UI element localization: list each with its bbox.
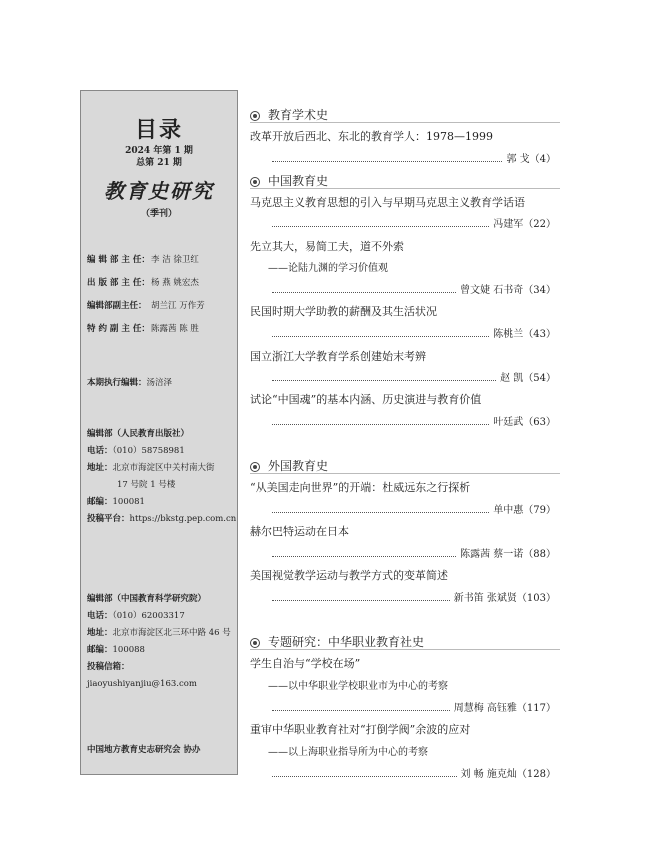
- article-title[interactable]: 重审中华职业教育社对“打倒学阀”余波的应对: [250, 723, 471, 736]
- section-title: 专题研究：中华职业教育社史: [268, 635, 425, 649]
- leader-dots: [272, 292, 456, 293]
- staff-label: 编 辑 部 主 任：: [87, 255, 150, 265]
- section-divider: [250, 473, 560, 474]
- article-author-line: [272, 325, 556, 340]
- article-subtitle: ——以上海职业指导所为中心的考察: [268, 747, 428, 758]
- address-line1: 北京市海淀区中关村南大街: [112, 463, 215, 473]
- section-divider: [250, 122, 560, 123]
- staff-row: [87, 299, 205, 311]
- article-author-line: [272, 215, 556, 230]
- section-title: 中国教育史: [268, 174, 329, 188]
- leader-dots: [272, 336, 489, 337]
- office-block-nies: [87, 591, 237, 693]
- article-title[interactable]: 马克思主义教育思想的引入与早期马克思主义教育学话语: [250, 196, 525, 209]
- section-title: 教育学术史: [268, 108, 329, 122]
- staff-names: 陈露茜 陈 胜: [151, 324, 199, 334]
- exec-editor-name: 汤涪泽: [146, 378, 173, 388]
- submit-label: 投稿平台：: [87, 514, 130, 524]
- leader-dots: [272, 556, 456, 557]
- address-label: 地址：: [87, 628, 113, 638]
- section-title: 外国教育史: [268, 459, 329, 473]
- journal-name: 教育史研究: [104, 179, 214, 203]
- section-bullet-icon: [250, 111, 260, 121]
- phone-label: 电话：: [87, 446, 113, 456]
- office-name: 编辑部（人民教育出版社）: [87, 429, 190, 439]
- staff-names: 胡兰江 万作芳: [151, 301, 205, 311]
- address-label: 地址：: [87, 463, 113, 473]
- section-divider: [250, 188, 560, 189]
- phone-label: 电话：: [87, 611, 113, 621]
- article-title[interactable]: 国立浙江大学教育学系创建始末考辨: [250, 350, 426, 363]
- section-heading: [250, 457, 328, 474]
- article-author: 单中惠（79）: [493, 505, 556, 516]
- staff-row: [87, 276, 199, 288]
- staff-row: [87, 322, 199, 334]
- zip-value: 100081: [112, 497, 145, 507]
- leader-dots: [272, 776, 457, 777]
- section-bullet-icon: [250, 462, 260, 472]
- office-name: 编辑部（中国教育科学研究院）: [87, 594, 207, 604]
- article-subtitle: ——以中华职业学校职业市为中心的考察: [268, 681, 448, 692]
- section-heading: [250, 106, 328, 123]
- article-author-line: [272, 699, 556, 714]
- article-author: 赵 凯（54）: [500, 373, 556, 384]
- article-author: 新书笛 张斌贤（103）: [453, 593, 556, 604]
- section-heading: [250, 172, 328, 189]
- staff-names: 杨 燕 姚宏杰: [151, 278, 199, 288]
- article-author-line: [272, 589, 556, 604]
- article-author: 周慧梅 高钰雅（117）: [453, 703, 556, 714]
- office-block-pep: [87, 426, 237, 528]
- staff-label: 特 约 副 主 任：: [87, 324, 150, 334]
- phone-value: （010）58758981: [112, 446, 185, 456]
- address-line2: 17 号院 1 号楼: [117, 480, 176, 490]
- staff-label: 编辑部副主任：: [87, 301, 147, 311]
- section-divider: [250, 649, 560, 650]
- submit-email[interactable]: jiaoyushiyanjiu@163.com: [87, 679, 197, 689]
- leader-dots: [272, 710, 450, 711]
- article-title[interactable]: 民国时期大学助教的薪酬及其生活状况: [250, 305, 437, 318]
- leader-dots: [272, 424, 489, 425]
- leader-dots: [272, 161, 502, 162]
- staff-row: [87, 253, 199, 265]
- article-author: 陈桃兰（43）: [493, 329, 556, 340]
- phone-value: （010）62003317: [112, 611, 185, 621]
- article-author: 冯建军（22）: [493, 219, 556, 230]
- exec-editor-label: 本期执行编辑：: [87, 378, 147, 388]
- article-author-line: [272, 545, 556, 560]
- article-title[interactable]: “从美国走向世界”的开端：杜威远东之行探析: [250, 481, 471, 494]
- zip-label: 邮编：: [87, 645, 113, 655]
- submit-label: 投稿信箱：: [87, 662, 130, 672]
- address-line: 北京市海淀区北三环中路 46 号: [112, 628, 231, 638]
- article-title[interactable]: 美国视觉教学运动与教学方式的变革简述: [250, 569, 448, 582]
- section-heading: [250, 633, 424, 650]
- submit-url[interactable]: https://bkstg.pep.com.cn: [129, 514, 237, 524]
- leader-dots: [272, 600, 450, 601]
- article-author-line: [272, 765, 556, 780]
- co-organizer: 中国地方教育史志研究会 协办: [87, 745, 201, 755]
- section-bullet-icon: [250, 638, 260, 648]
- section-bullet-icon: [250, 177, 260, 187]
- zip-label: 邮编：: [87, 497, 113, 507]
- article-author: 刘 畅 施克灿（128）: [460, 769, 556, 780]
- publication-frequency: （季刊）: [140, 209, 177, 219]
- article-author-line: [272, 150, 556, 165]
- staff-names: 李 洁 徐卫红: [151, 255, 199, 265]
- article-title[interactable]: 改革开放后西北、东北的教育学人：1978—1999: [250, 130, 493, 143]
- article-author-line: [272, 281, 556, 296]
- zip-value: 100088: [112, 645, 145, 655]
- leader-dots: [272, 380, 496, 381]
- leader-dots: [272, 226, 489, 227]
- masthead-sidebar: [80, 90, 238, 775]
- exec-editor-row: [87, 376, 172, 388]
- article-author: 叶廷武（63）: [493, 417, 556, 428]
- article-author-line: [272, 413, 556, 428]
- article-author-line: [272, 369, 556, 384]
- article-author: 郭 戈（4）: [506, 154, 556, 165]
- toc-title: 目录: [134, 117, 183, 143]
- article-title[interactable]: 赫尔巴特运动在日本: [250, 525, 349, 538]
- leader-dots: [272, 512, 489, 513]
- article-subtitle: ——论陆九渊的学习价值观: [268, 263, 388, 274]
- total-issue-number: 总第 21 期: [136, 158, 182, 168]
- issue-number: 2024 年第 1 期: [125, 146, 193, 156]
- article-author-line: [272, 501, 556, 516]
- article-title[interactable]: 试论“中国魂”的基本内涵、历史演进与教育价值: [250, 393, 482, 406]
- article-title[interactable]: 学生自治与“学校在场”: [250, 657, 361, 670]
- article-author: 曾文婕 石书奇（34）: [460, 285, 556, 296]
- article-author: 陈露茜 蔡一诺（88）: [460, 549, 556, 560]
- staff-label: 出 版 部 主 任：: [87, 278, 150, 288]
- article-title[interactable]: 先立其大，易简工夫，道不外索: [250, 240, 404, 253]
